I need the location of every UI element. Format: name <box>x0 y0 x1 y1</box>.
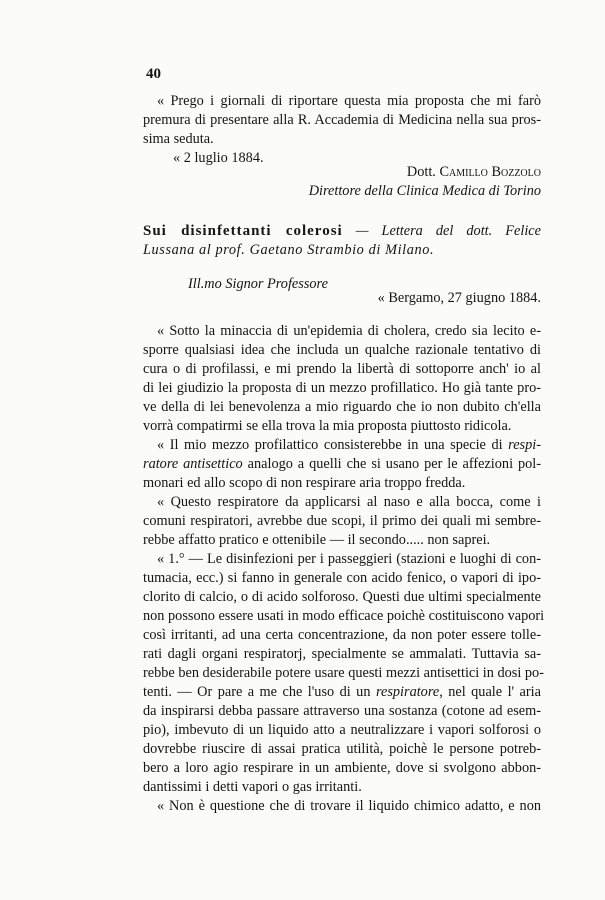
salutation: Ill.mo Signor Professore <box>188 276 328 292</box>
body-line-10: « Questo respiratore da applicarsi al naso e alla bocca, come i <box>157 494 541 510</box>
body-line-7 <box>143 436 541 455</box>
body-line-14: tumacia, ecc.) si fanno in generale con acido fenico, o vapori di ipo- <box>143 570 541 586</box>
article-subtitle-1: — Lettera del dott. Felice <box>342 223 541 239</box>
body-line-12: rebbe affatto pratico e ottenibile — il secondo..... non saprei. <box>143 532 491 548</box>
body-line-7-italic: respi- <box>508 437 541 453</box>
body-line-4: di lei giudizio la proposta di un mezzo profillatico. Ho già tante pro- <box>143 380 541 396</box>
article-heading-line-1 <box>143 222 541 241</box>
intro-line-1: « Prego i giornali di riportare questa mia proposta che mi farò <box>157 93 541 109</box>
body-line-21: da inspirarsi debba passare attraverso una sostanza (cotone ad esem- <box>143 703 541 719</box>
body-line-20-text-a: tenti. — Or pare a me che l'uso di un <box>143 684 376 700</box>
article-subtitle-2: Lussana al prof. Gaetano Strambio di Milano. <box>143 242 435 258</box>
body-line-13: « 1.° — Le disinfezioni per i passeggieri (stazioni e luoghi di con- <box>157 551 541 567</box>
intro-date: « 2 luglio 1884. <box>173 150 264 166</box>
body-line-18: rati dagli organi respiratorj, specialmente se ammalati. Tuttavia sa- <box>143 646 541 662</box>
body-line-20-text-b: , nel quale l' aria <box>439 684 541 700</box>
body-line-26: « Non è questione che di trovare il liquido chimico adatto, e non <box>157 798 541 814</box>
body-line-8-italic: ratore antisettico <box>143 456 243 472</box>
body-line-9: monari ed allo scopo di non respirare aria troppo fredda. <box>143 475 466 491</box>
page-number: 40 <box>146 66 161 82</box>
place-date: « Bergamo, 27 giugno 1884. <box>377 290 541 306</box>
body-line-5: ve della di lei benevolenza a mio riguardo che io non dubito ch'ella <box>143 399 541 415</box>
body-line-6: vorrà compatirmi se ella trova la mia proposta piuttosto ridicola. <box>143 418 512 434</box>
body-line-3: cura o di profilassi, e mi prendo la libertà di sottoporre anch' io al <box>143 361 541 377</box>
signature-title: Direttore della Clinica Medica di Torino <box>308 183 541 199</box>
body-line-16: non possono essere usati in modo efficace poichè costituiscono vapori <box>143 608 545 624</box>
body-line-2: sporre qualsiasi idea che includa un qualche razionale tentativo di <box>143 342 541 358</box>
body-line-7-text: « Il mio mezzo profilattico consisterebbe in una specie di <box>157 437 509 453</box>
signature-prefix: Dott. <box>406 164 436 180</box>
body-line-22: pio), imbevuto di un liquido atto a neutralizzare i vapori solforosi o <box>143 722 541 738</box>
signature-name <box>143 163 541 182</box>
body-line-19: rebbe ben desiderabile potere usare questi mezzi antisettici in dosi po- <box>143 665 544 681</box>
body-line-20-italic: respiratore <box>375 684 440 700</box>
intro-line-2: premura di presentare alla R. Accademia di Medicina nella sua pros- <box>143 112 541 128</box>
body-line-17: così irritanti, ad una certa concentrazione, da non poter essere tolle- <box>143 627 541 643</box>
body-line-1: « Sotto la minaccia di un'epidemia di cholera, credo sia lecito e- <box>157 323 541 339</box>
body-line-15: clorito di calcio, o di acido solforoso. Questi due ultimi specialmente <box>143 589 541 605</box>
body-line-11: comuni respiratori, avrebbe due scopi, il primo dei quali mi sembre- <box>143 513 541 529</box>
body-line-23: dovrebbe riuscire di assai pratica utilità, poichè le persone potreb- <box>143 741 541 757</box>
body-line-20 <box>143 683 541 702</box>
article-title: Sui disinfettanti colerosi <box>143 223 343 239</box>
body-line-8-text: analogo a quelli che si usano per le affezioni pol- <box>242 456 541 472</box>
intro-line-3: sima seduta. <box>143 131 214 147</box>
body-line-24: bero a loro agio respirare in un ambiente, dove si svolgono abbon- <box>143 760 541 776</box>
body-line-25: dantissimi i detti vapori o gas irritanti. <box>143 779 362 795</box>
signature-fullname: Camillo Bozzolo <box>439 164 541 180</box>
body-line-8 <box>143 455 541 474</box>
